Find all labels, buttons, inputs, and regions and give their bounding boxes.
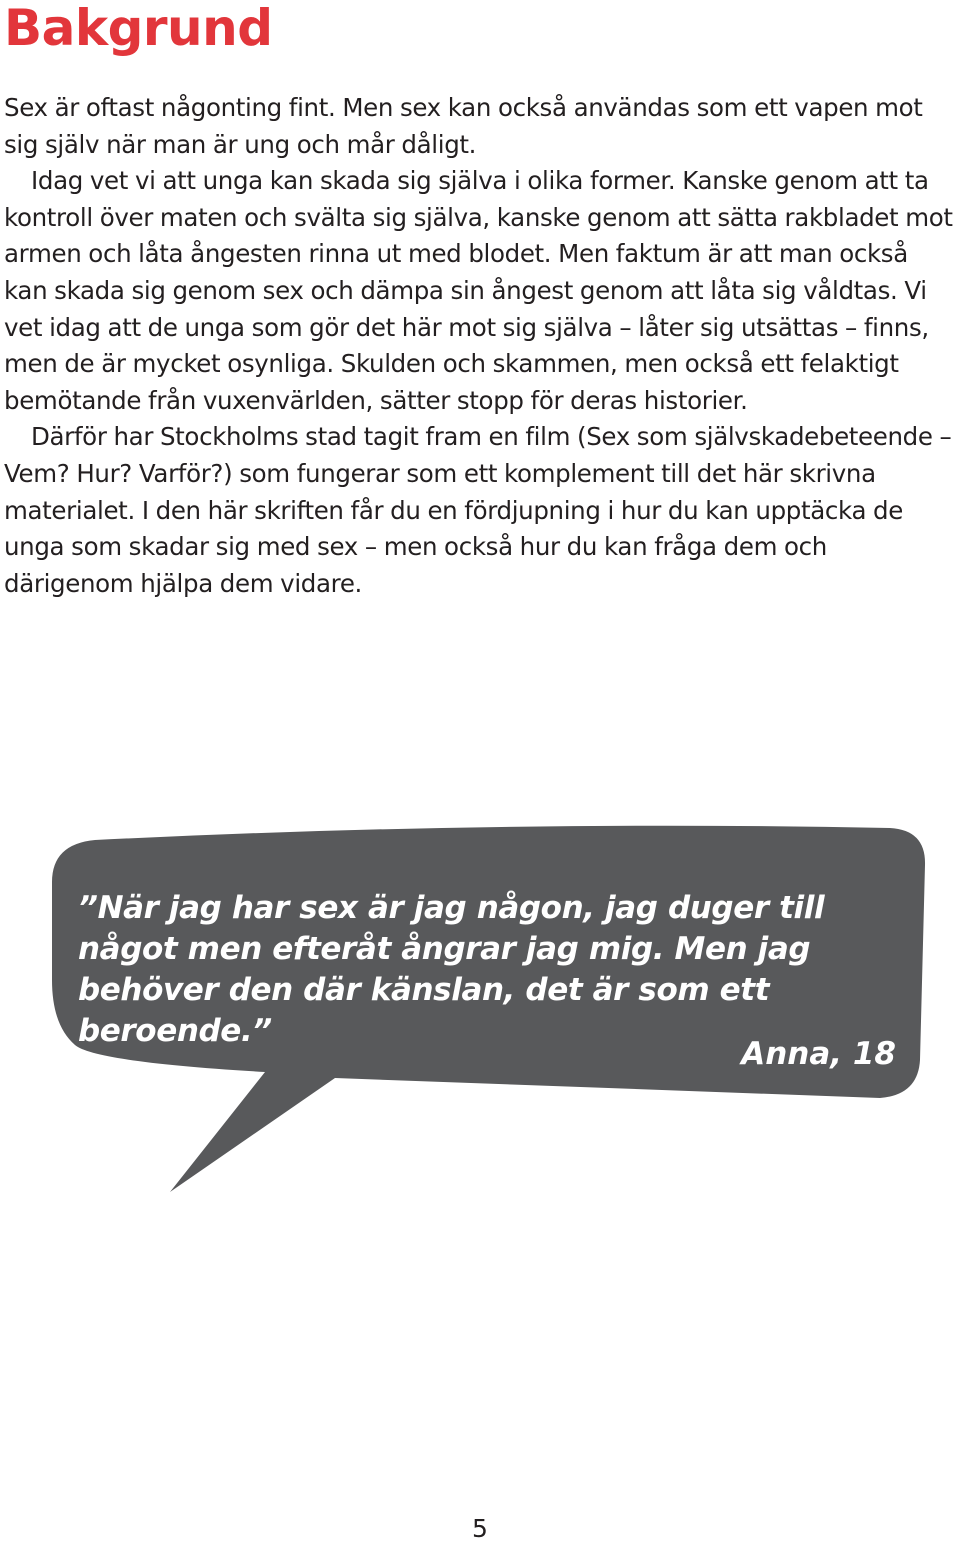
body-text xyxy=(4,90,958,602)
paragraph-film: Därför har Stockholms stad tagit fram en film (Sex som självskadebeteende – Vem? Hur? Varför?) som fungerar som ett komplement till det här skrivna materialet. I den här skriften får du en fördjupning i hur du kan upptäcka de unga som skadar sig med sex – men också hur du kan fråga dem och därigenom hjälpa dem vidare. xyxy=(4,422,952,598)
page-number: 5 xyxy=(472,1514,488,1543)
page-title: Bakgrund xyxy=(4,0,273,57)
paragraph-intro: Sex är oftast någonting fint. Men sex kan också användas som ett vapen mot sig själv när man är ung och mår dåligt. xyxy=(4,93,923,159)
quote-attribution: Anna, 18 xyxy=(741,1036,896,1072)
quote-text: ”När jag har sex är jag någon, jag duger till något men efteråt ångrar jag mig. Men jag behöver den där känslan, det är som ett beroende.” xyxy=(78,890,825,1049)
paragraph-self-harm: Idag vet vi att unga kan skada sig själva i olika former. Kanske genom att ta kontroll över maten och svälta sig själva, kanske genom att sätta rakbladet mot armen och låta ångesten rinna ut med blodet. Men faktum är att man också kan skada sig genom sex och dämpa sin ångest genom att låta sig våldtas. Vi vet idag att de unga som gör det här mot sig själva – låter sig utsättas – finns, men de är mycket osynliga. Skulden och skammen, men också ett felaktigt bemötande från vuxenvärlden, sätter stopp för deras historier. xyxy=(4,166,953,415)
